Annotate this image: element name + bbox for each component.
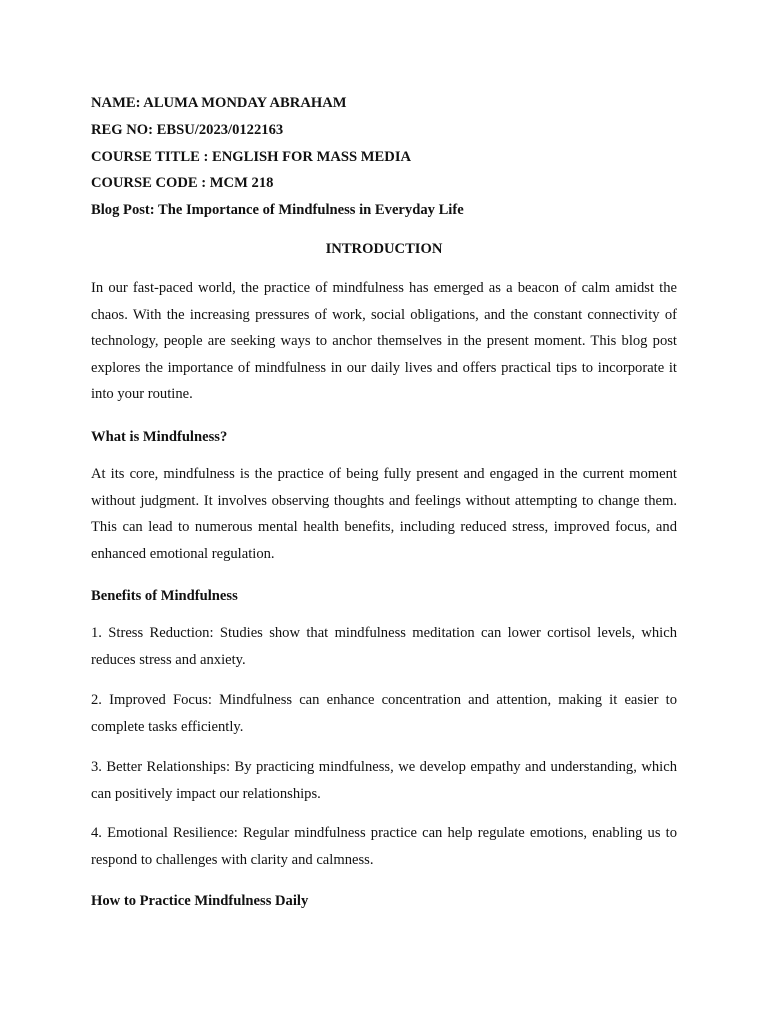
course-title: COURSE TITLE : ENGLISH FOR MASS MEDIA	[91, 149, 412, 165]
student-name: NAME: ALUMA MONDAY ABRAHAM	[91, 95, 347, 111]
benefits-heading: Benefits of Mindfulness	[91, 588, 238, 604]
benefit-item-stress-reduction: 1. Stress Reduction: Studies show that mindfulness meditation can lower cortisol levels, which reduces stress and anxiety.	[91, 625, 677, 668]
what-is-mindfulness-paragraph: At its core, mindfulness is the practice of being fully present and engaged in the current moment without judgment. It involves observing thoughts and feelings without attempting to change them. This can lead to numerous mental health benefits, including reduced stress, improved focus, and enhanced emotional regulation.	[91, 466, 677, 562]
how-to-practice-heading: How to Practice Mindfulness Daily	[91, 893, 309, 909]
blog-post-title: Blog Post: The Importance of Mindfulness in Everyday Life	[91, 202, 464, 218]
what-is-mindfulness-heading: What is Mindfulness?	[91, 429, 228, 445]
introduction-paragraph: In our fast-paced world, the practice of mindfulness has emerged as a beacon of calm amidst the chaos. With the increasing pressures of work, social obligations, and the constant connectivity of technology, people are seeking ways to anchor themselves in the present moment. This blog post explores the importance of mindfulness in our daily lives and offers practical tips to incorporate it into your routine.	[91, 280, 677, 403]
benefit-item-improved-focus: 2. Improved Focus: Mindfulness can enhance concentration and attention, making it easier to complete tasks efficiently.	[91, 692, 677, 735]
benefit-item-better-relationships: 3. Better Relationships: By practicing mindfulness, we develop empathy and understanding, which can positively impact our relationships.	[91, 759, 677, 802]
registration-number: REG NO: EBSU/2023/0122163	[91, 122, 284, 138]
benefit-item-emotional-resilience: 4. Emotional Resilience: Regular mindfulness practice can help regulate emotions, enabling us to respond to challenges with clarity and calmness.	[91, 825, 677, 868]
course-code: COURSE CODE : MCM 218	[91, 175, 274, 191]
introduction-heading: INTRODUCTION	[325, 241, 443, 257]
